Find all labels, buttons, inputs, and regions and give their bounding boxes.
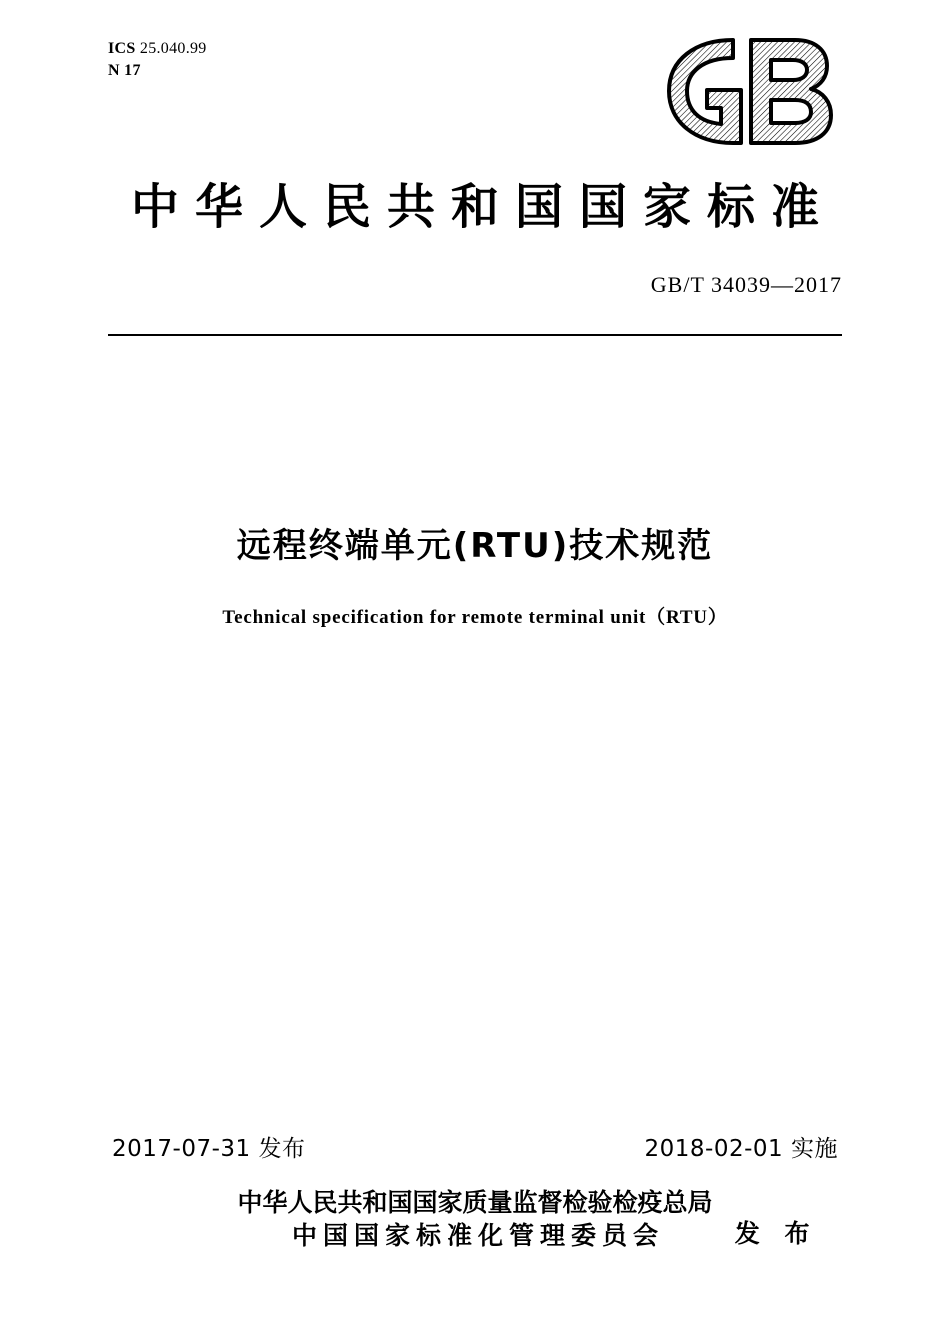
document-title-cn: 远程终端单元(RTU)技术规范 (236, 526, 714, 566)
document-title-en: Technical specification for remote terminal unit（RTU） (222, 607, 728, 628)
ics-label: ICS (108, 40, 136, 57)
issuer-block (237, 1186, 818, 1252)
standard-number: GB/T 34039—2017 (650, 272, 842, 297)
issue-date: 2017-07-31 发布 (112, 1136, 306, 1162)
issuing-organizations (0, 1186, 950, 1252)
classification-line (108, 60, 207, 82)
gb-logo (655, 34, 840, 149)
implementation-date: 2018-02-01 实施 (644, 1136, 838, 1162)
national-standard-title: 中华人民共和国国家标准 (130, 179, 835, 235)
header-divider (108, 334, 842, 336)
classification-value: 17 (124, 61, 141, 79)
issuer-line-2: 中国国家标准化管理委员会 (291, 1221, 664, 1250)
ics-block (108, 38, 207, 81)
issuer-line-1: 中华人民共和国国家质量监督检验检疫总局 (237, 1188, 713, 1217)
ics-value: 25.040.99 (139, 40, 207, 57)
ics-line (108, 38, 207, 60)
classification-label: N (108, 61, 120, 79)
issue-verb: 发 布 (734, 1219, 818, 1248)
